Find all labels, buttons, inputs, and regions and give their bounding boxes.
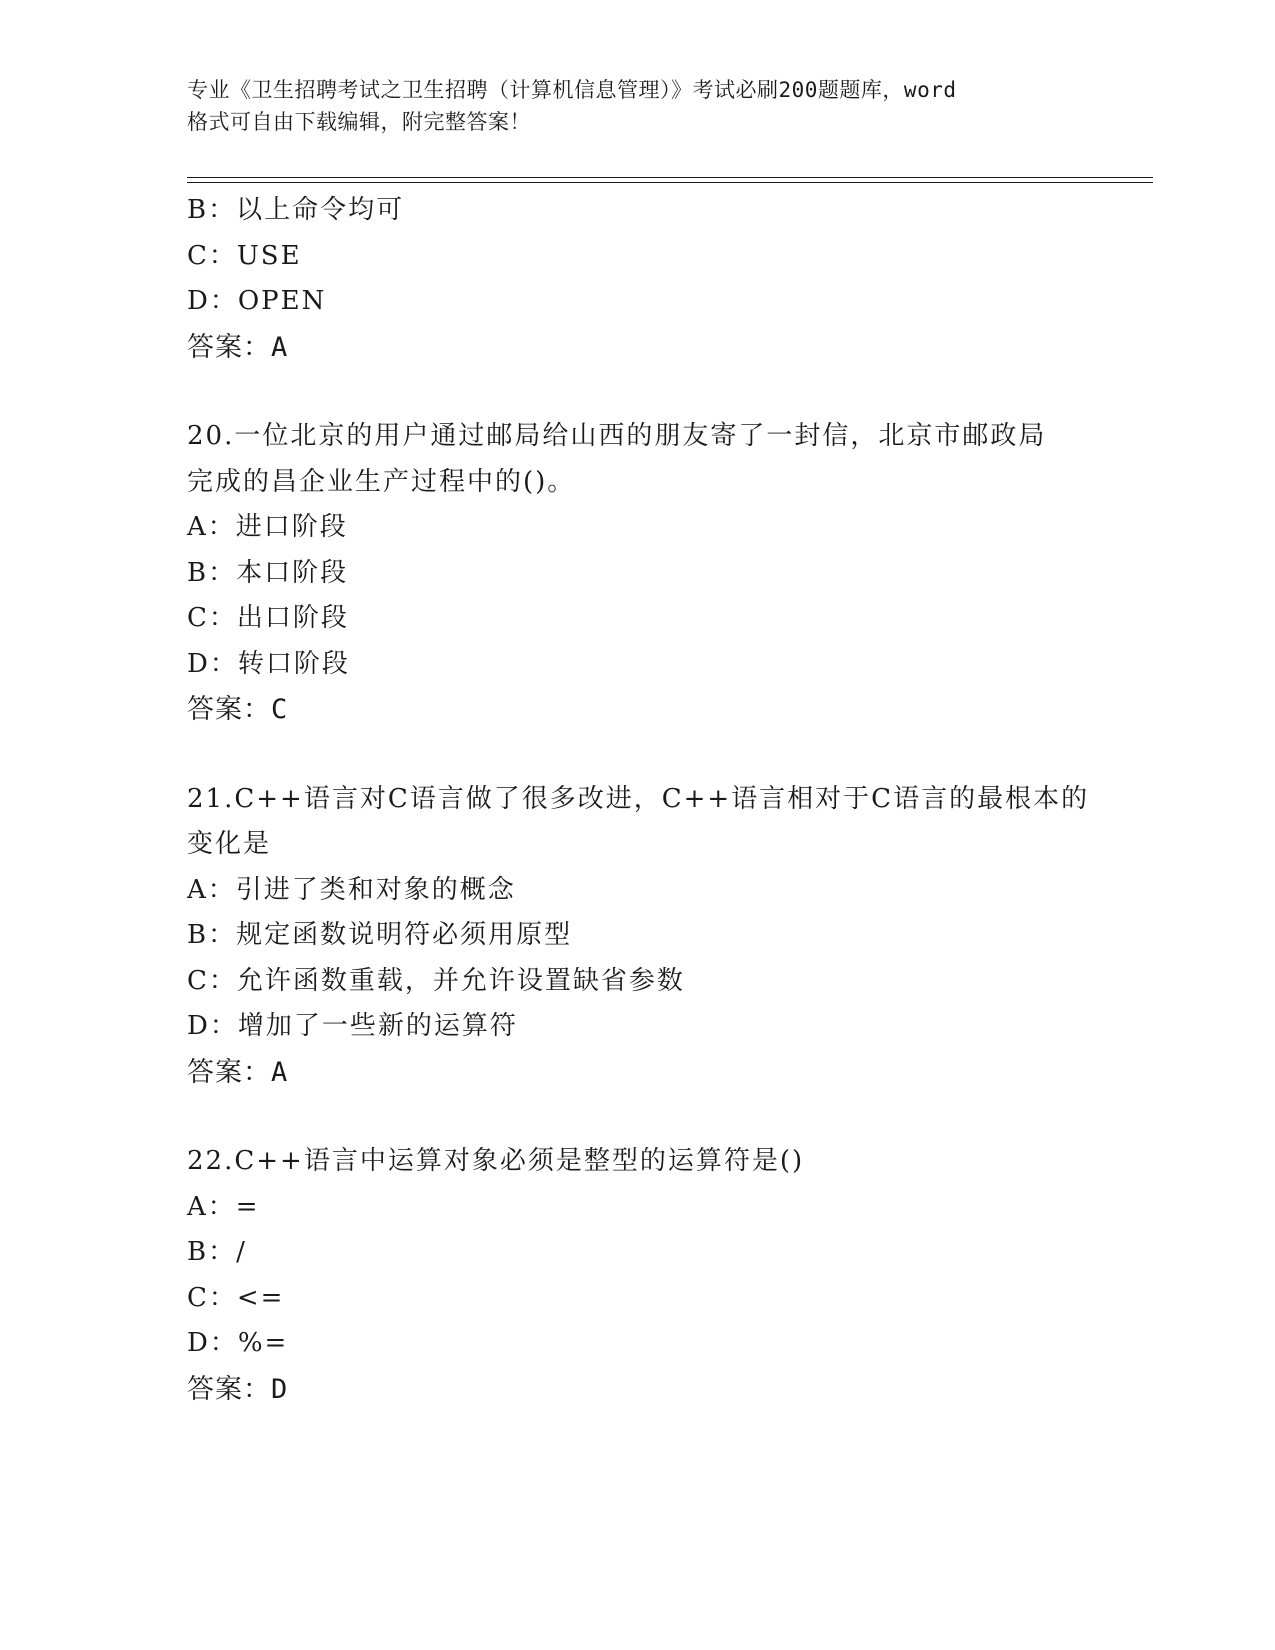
option-c: C：出口阶段 — [187, 603, 349, 633]
option-c: C：USE — [187, 240, 302, 271]
question-text: 20.一位北京的用户通过邮局给山西的朋友寄了一封信，北京市邮政局 — [187, 421, 1047, 451]
header-title-line-1: 专业《卫生招聘考试之卫生招聘（计算机信息管理）》考试必刷200题题库，word — [187, 78, 957, 102]
answer: 答案：D — [187, 1373, 289, 1405]
option-b: B：/ — [187, 1237, 247, 1267]
question-text: 21.C++语言对C语言做了很多改进，C++语言相对于C语言的最根本的 — [187, 783, 1090, 814]
document-header — [187, 74, 1087, 138]
question-list — [187, 188, 1090, 1412]
question-20 — [187, 414, 1087, 733]
header-divider-bottom — [187, 182, 1153, 183]
option-b: B：本口阶段 — [187, 557, 349, 588]
question-22 — [187, 1139, 1087, 1412]
option-d: D：OPEN — [187, 286, 327, 316]
option-b: B：规定函数说明符必须用原型 — [187, 920, 573, 950]
answer: 答案：C — [187, 694, 289, 725]
question-text: 完成的昌企业生产过程中的()。 — [187, 466, 576, 497]
answer: 答案：A — [187, 1056, 289, 1088]
question-text: 22.C++语言中运算对象必须是整型的运算符是() — [187, 1146, 805, 1176]
question-21 — [187, 777, 1090, 1096]
option-b: B：以上命令均可 — [187, 195, 405, 225]
option-d: D：%= — [187, 1328, 289, 1358]
header-title-line-2: 格式可自由下载编辑，附完整答案！ — [187, 110, 531, 134]
option-c: C：<= — [187, 1282, 285, 1313]
option-a: A：引进了类和对象的概念 — [187, 874, 516, 905]
option-d: D：增加了一些新的运算符 — [187, 1011, 518, 1041]
question-text: 变化是 — [187, 829, 272, 859]
header-divider-top — [187, 177, 1153, 178]
answer: 答案：A — [187, 331, 289, 363]
option-a: A：进口阶段 — [187, 512, 348, 542]
question-19-continued — [187, 188, 1087, 370]
option-a: A：= — [187, 1191, 260, 1222]
option-d: D：转口阶段 — [187, 648, 350, 679]
option-c: C：允许函数重载，并允许设置缺省参数 — [187, 965, 685, 996]
